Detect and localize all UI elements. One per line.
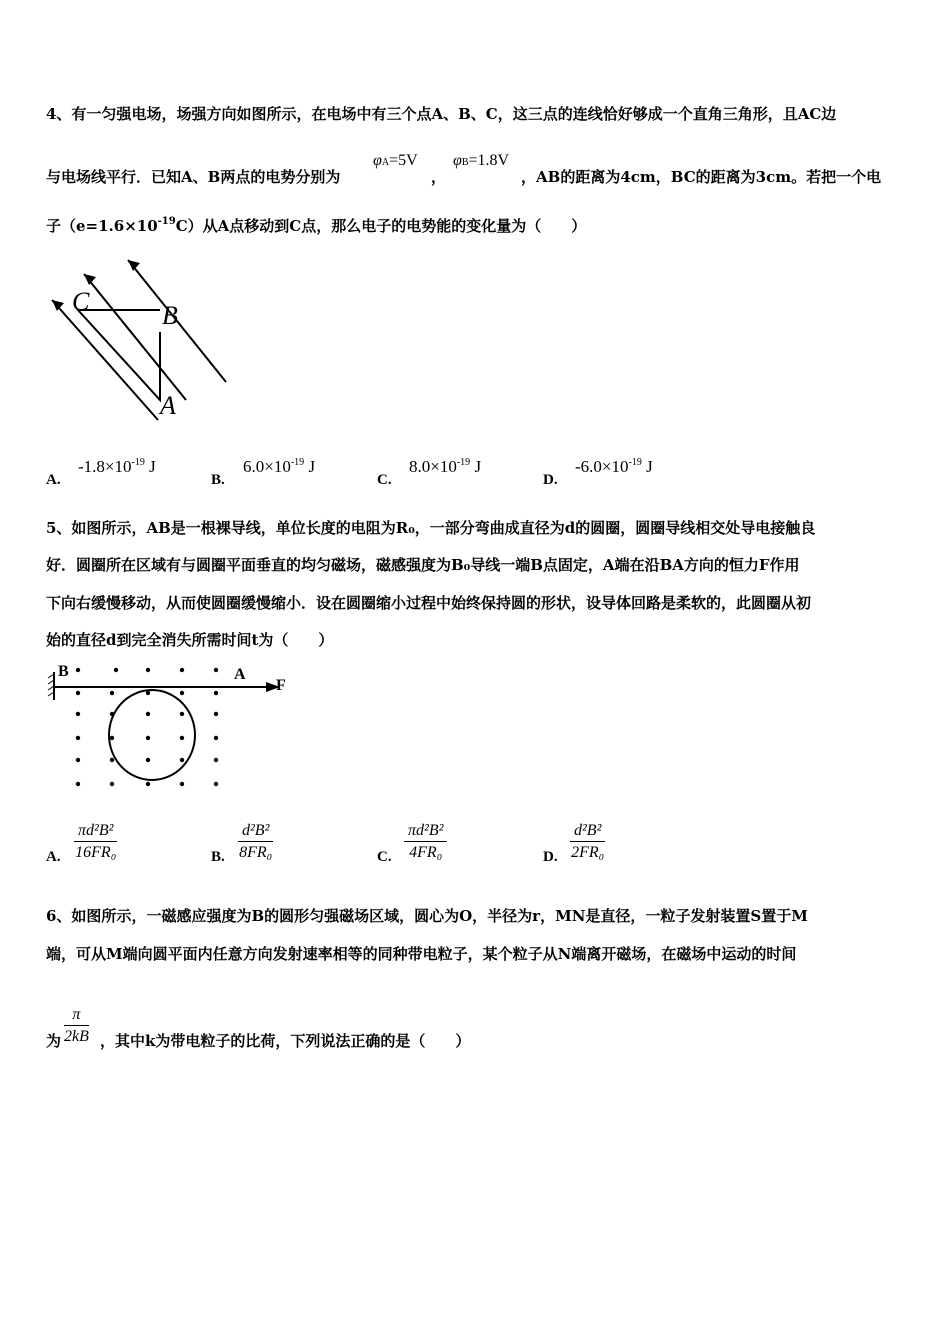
- q4-line-3b: C）从A点移动到C点，那么电子的电势能的变化量为（ ）: [175, 217, 587, 235]
- q6-line-3b: ，其中k为带电粒子的比荷，下列说法正确的是（ ）: [100, 1032, 471, 1050]
- phi-a-subscript: A: [381, 157, 390, 168]
- q4-option-a-label[interactable]: A.: [46, 472, 61, 488]
- q4-field-figure: [48, 250, 238, 425]
- field-line-2: [84, 274, 186, 400]
- q4-option-a-value: $-1.8\times 10^{-19}$ J: [78, 457, 156, 476]
- phi-separator: ，: [431, 168, 447, 186]
- phi-b-symbol: φ: [453, 152, 462, 169]
- point-a-label: A: [234, 666, 246, 683]
- q5-option-a-denominator: 16FR₀: [75, 844, 117, 861]
- q5-option-a-fraction: [74, 822, 117, 862]
- q4-option-d-label[interactable]: D.: [543, 472, 558, 488]
- point-c-label: C: [72, 287, 90, 316]
- q5-option-d-numerator: d²B²: [570, 822, 605, 842]
- point-b-label: B: [58, 663, 69, 680]
- q5-option-c-label[interactable]: C.: [377, 849, 392, 865]
- q4-option-b-value: $6.0\times 10^{-19}$ J: [243, 457, 316, 476]
- q5-option-d-label[interactable]: D.: [543, 849, 558, 865]
- q4-line-3a: 子（e=1.6×10: [46, 217, 158, 235]
- force-f-label: F: [276, 677, 286, 694]
- point-a-label: A: [160, 391, 176, 420]
- field-arrowhead-1: [52, 300, 64, 311]
- q5-line-1: 5、如图所示，AB是一根裸导线，单位长度的电阻为R₀，一部分弯曲成直径为d的圆圈，圆圈导线相交处导电接触良: [46, 519, 816, 537]
- q6-line-1: 6、如图所示，一磁感应强度为B的圆形匀强磁场区域，圆心为O，半径为r，MN是直径，一粒子发射装置S置于M: [46, 907, 808, 925]
- q5-option-b-numerator: d²B²: [238, 822, 273, 842]
- field-arrowhead-2: [84, 274, 96, 285]
- field-line-1: [52, 300, 158, 420]
- q5-option-c-fraction: [404, 822, 447, 862]
- q4-line-2a: 与电场线平行．已知A、B两点的电势分别为: [46, 168, 341, 186]
- wire-loop: [109, 690, 195, 780]
- q4-line-2b: ，AB的距离为4cm，BC的距离为3cm。若把一个电: [521, 168, 882, 186]
- phi-b-subscript: B: [461, 157, 469, 168]
- q6-fraction-denominator: 2kB: [64, 1028, 89, 1045]
- q6-fraction-numerator: π: [64, 1006, 89, 1026]
- q5-option-b-label[interactable]: B.: [211, 849, 225, 865]
- q5-option-d-fraction: [570, 822, 605, 862]
- phi-a-value: =5V: [389, 152, 418, 169]
- magnetic-field-dots: [76, 668, 218, 786]
- phi-a-symbol: φ: [373, 152, 382, 169]
- q4-line-3-exponent: -19: [157, 216, 176, 227]
- phi-a-expression: [373, 152, 418, 170]
- q5-option-c-denominator: 4FR₀: [409, 844, 443, 861]
- q4-option-c-label[interactable]: C.: [377, 472, 392, 488]
- q5-option-b-fraction: [238, 822, 273, 862]
- q5-option-d-denominator: 2FR₀: [571, 844, 605, 861]
- q5-option-b-denominator: 8FR₀: [239, 844, 273, 861]
- point-b-label: B: [162, 301, 178, 330]
- q6-time-fraction: [64, 1006, 89, 1046]
- q5-loop-figure: [44, 660, 294, 795]
- q4-option-b-label[interactable]: B.: [211, 472, 225, 488]
- phi-b-value: =1.8V: [468, 152, 510, 169]
- phi-b-expression: [453, 152, 509, 170]
- q6-line-3a: 为: [46, 1032, 62, 1050]
- q5-option-c-numerator: πd²B²: [404, 822, 447, 842]
- q5-line-2: 好．圆圈所在区域有与圆圈平面垂直的均匀磁场，磁感强度为B₀导线一端B点固定，A端在沿BA方向的恒力F作用: [46, 556, 800, 574]
- q6-line-2: 端，可从M端向圆平面内任意方向发射速率相等的同种带电粒子，某个粒子从N端离开磁场，在磁场中运动的时间: [46, 945, 797, 963]
- q4-line-3: [46, 215, 586, 236]
- field-arrowhead-3: [128, 260, 140, 271]
- triangle-abc: [78, 310, 160, 400]
- q4-option-c-value: $8.0\times 10^{-19}$ J: [409, 457, 482, 476]
- q4-line-1: 4、有一匀强电场，场强方向如图所示，在电场中有三个点A、B、C，这三点的连线恰好够成一个直角三角形，且AC边: [46, 105, 837, 123]
- q4-option-d-value: $-6.0\times 10^{-19}$ J: [575, 457, 653, 476]
- q5-line-3: 下向右缓慢移动，从而使圆圈缓慢缩小．设在圆圈缩小过程中始终保持圆的形状，设导体回路是柔软的，此圆圈从初: [46, 594, 812, 612]
- q5-line-4: 始的直径d到完全消失所需时间t为（ ）: [46, 631, 334, 649]
- q5-option-a-label[interactable]: A.: [46, 849, 61, 865]
- q5-option-a-numerator: πd²B²: [74, 822, 117, 842]
